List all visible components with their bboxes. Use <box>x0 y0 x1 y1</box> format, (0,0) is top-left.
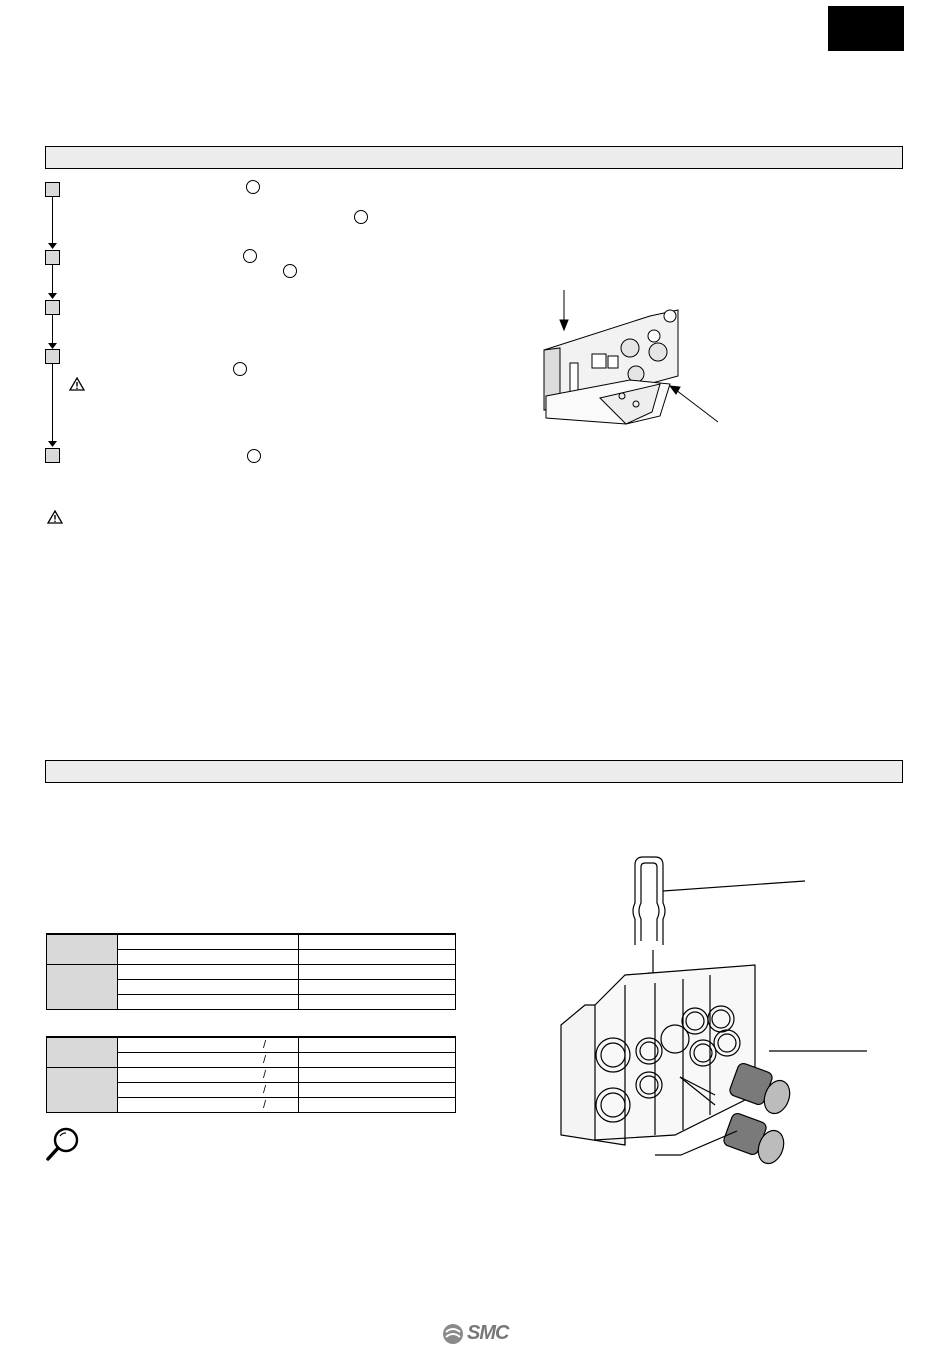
warning-icon <box>47 510 63 524</box>
table-cell <box>299 995 456 1010</box>
table-row <box>47 965 456 980</box>
table-cell <box>118 1098 299 1113</box>
table-cell <box>118 1037 299 1053</box>
table-cell <box>118 1068 299 1083</box>
step-box-4 <box>45 349 60 364</box>
arrow-down-icon <box>48 293 57 300</box>
section-header-1 <box>45 146 903 169</box>
table-cell <box>118 1053 299 1068</box>
step-ref-circle <box>247 449 261 463</box>
table-cell <box>118 950 299 965</box>
table-cell <box>118 1083 299 1098</box>
smc-logo-mark <box>442 1323 464 1345</box>
flow-connector <box>52 364 53 445</box>
table-cell <box>118 980 299 995</box>
row-group-header <box>47 965 118 1010</box>
table-cell <box>299 934 456 950</box>
table-row <box>47 934 456 950</box>
step-ref-circle <box>233 362 247 376</box>
table-cell <box>299 1098 456 1113</box>
smc-logo-text: SMC <box>467 1322 509 1344</box>
flow-connector <box>52 265 53 296</box>
flow-connector <box>52 315 53 346</box>
step-box-2 <box>45 250 60 265</box>
arrow-down-icon <box>48 243 57 250</box>
step-ref-circle <box>283 264 297 278</box>
slash-mark: / <box>263 1069 267 1081</box>
magnifier-icon <box>44 1126 84 1162</box>
step-box-5 <box>45 448 60 463</box>
table-cell <box>299 950 456 965</box>
step-ref-circle <box>246 180 260 194</box>
warning-icon <box>69 377 85 391</box>
step-ref-circle <box>354 210 368 224</box>
table-cell <box>299 1083 456 1098</box>
table-row <box>47 1068 456 1083</box>
table-cell <box>299 965 456 980</box>
fitting-clip-illustration <box>555 855 875 1165</box>
slash-mark: / <box>263 1099 267 1111</box>
table-cell <box>299 1053 456 1068</box>
spec-table-2 <box>46 1036 456 1113</box>
flow-connector <box>52 197 53 247</box>
row-group-header <box>47 1037 118 1068</box>
step-box-3 <box>45 300 60 315</box>
table-cell <box>118 995 299 1010</box>
step-ref-circle <box>243 249 257 263</box>
slash-mark: / <box>263 1039 267 1051</box>
table-cell <box>299 1068 456 1083</box>
table-cell <box>299 980 456 995</box>
section-header-2 <box>45 760 903 783</box>
page-tab-marker <box>828 6 904 51</box>
manifold-block-illustration <box>530 288 730 438</box>
step-box-1 <box>45 182 60 197</box>
spec-table-1 <box>46 933 456 1010</box>
table-cell <box>118 965 299 980</box>
table-cell <box>118 934 299 950</box>
row-group-header <box>47 934 118 965</box>
table-cell <box>299 1037 456 1053</box>
slash-mark: / <box>263 1084 267 1096</box>
arrow-down-icon <box>48 441 57 448</box>
smc-logo <box>442 1322 508 1345</box>
table-row <box>47 1037 456 1053</box>
row-group-header <box>47 1068 118 1113</box>
slash-mark: / <box>263 1054 267 1066</box>
